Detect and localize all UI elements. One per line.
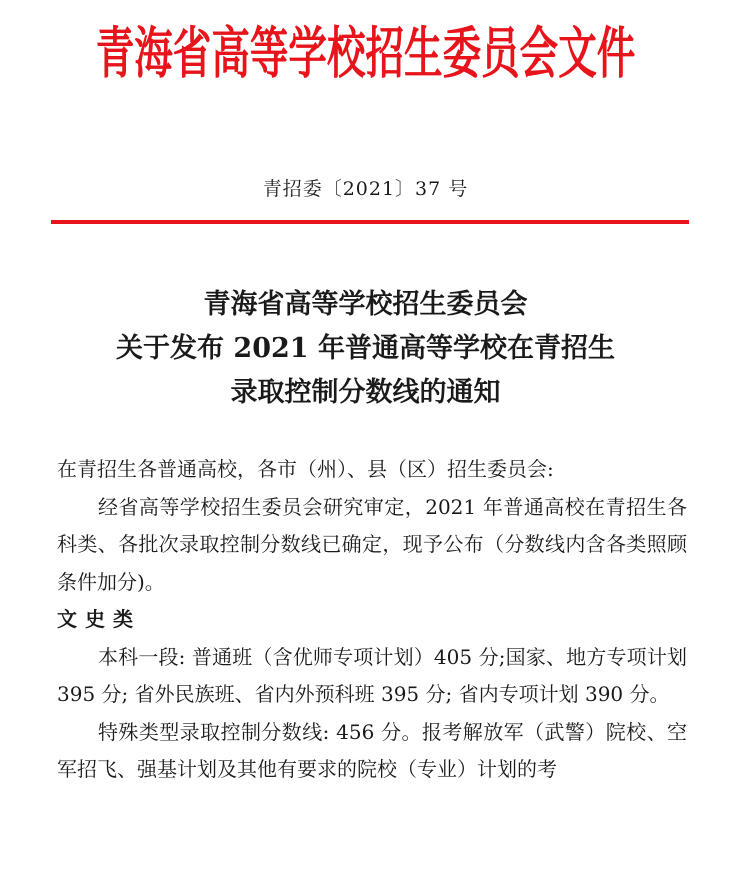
red-divider-line: [51, 220, 689, 224]
notice-title: [0, 283, 731, 415]
notice-title-line-2: 关于发布 2021 年普通高等学校在青招生: [116, 333, 615, 364]
intro-paragraph: 经省高等学校招生委员会研究审定，2021 年普通高校在青招生各科类、各批次录取控制分数线已确定，现予公布（分数线内含各类照顾条件加分)。: [57, 494, 687, 594]
document-number: 青招委〔2021〕37 号: [262, 178, 469, 200]
salutation: 在青招生各普通高校，各市（州）、县（区）招生委员会:: [57, 457, 554, 481]
letterhead-title: 青海省高等学校招生委员会文件: [95, 22, 636, 87]
section-heading-liberal-arts: 文史类: [57, 607, 141, 631]
notice-title-line-3: 录取控制分数线的通知: [230, 377, 501, 408]
notice-title-line-1: 青海省高等学校招生委员会: [203, 289, 528, 320]
special-category-paragraph: 特殊类型录取控制分数线: 456 分。报考解放军（武警）院校、空军招飞、强基计划及其他有要求的院校（专业）计划的考: [57, 719, 687, 781]
undergraduate-first-tier-paragraph: 本科一段: 普通班（含优师专项计划）405 分;国家、地方专项计划 395 分; 省外民族班、省内外预科班 395 分; 省内专项计划 390 分。: [57, 644, 687, 706]
notice-body: [57, 451, 687, 789]
